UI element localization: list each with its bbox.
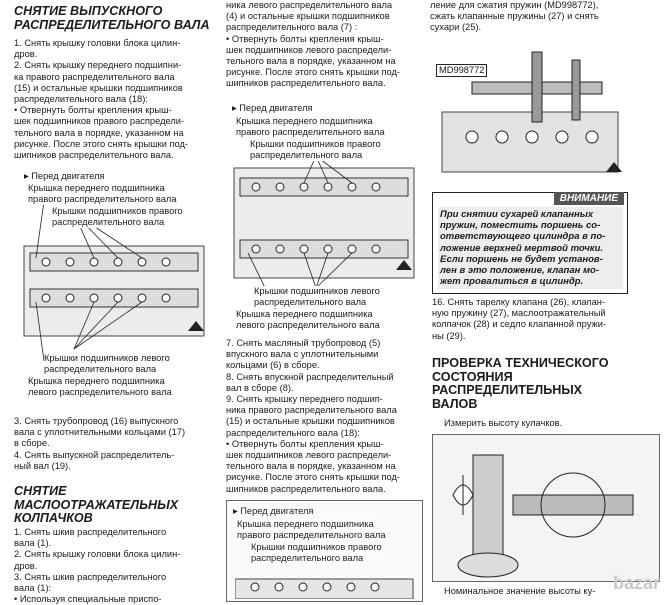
paragraph: вал в сборе (8). xyxy=(226,382,294,393)
paragraph: • Отвернуть болты крепления крыш- xyxy=(226,33,384,44)
figure-label: распределительного вала xyxy=(251,553,364,563)
paragraph: ника правого распределительного вала xyxy=(226,405,397,416)
figure-label: Крышки подшипников левого xyxy=(44,353,170,363)
paragraph: ление для сжатия пружин (MD998772), xyxy=(430,0,599,10)
section-title: МАСЛООТРАЖАТЕЛЬНЫХ xyxy=(14,497,179,512)
section-title: СОСТОЯНИЯ xyxy=(432,369,513,384)
paragraph: 9. Снять крышку переднего подшип- xyxy=(226,394,383,405)
camshaft-figure xyxy=(226,98,421,333)
paragraph: Номинальное значение высоты ку- xyxy=(444,586,596,596)
paragraph: 1. Снять шкив распределительного xyxy=(14,527,167,537)
figure-label: ▸ Перед двигателя xyxy=(232,103,313,113)
paragraph: распределительного вала (18): xyxy=(14,94,148,105)
section-title: СНЯТИЕ xyxy=(14,484,67,498)
valve-spring-tool-diagram xyxy=(432,42,626,182)
paragraph: сухари (25). xyxy=(430,22,482,33)
paragraph: • Используя специальные приспо- xyxy=(14,594,162,605)
figure-label: Крышки подшипников правого xyxy=(250,139,381,149)
paragraph: шипников распределительного вала. xyxy=(226,78,386,89)
section-title: СНЯТИЕ ВЫПУСКНОГО xyxy=(14,4,163,18)
paragraph: 4. Снять выпускной распределитель- xyxy=(14,449,175,460)
paragraph: тельного вала в порядке, указанном на xyxy=(226,56,396,67)
figure-label: Крышки подшипников левого xyxy=(254,286,380,296)
paragraph: 1. Снять крышку головки блока цилин- xyxy=(14,38,181,48)
figure-label: правого распределительного вала xyxy=(28,194,177,204)
paragraph: шипников распределительного вала. xyxy=(226,483,386,494)
paragraph: ны (29). xyxy=(432,330,466,341)
paragraph: • Отвернуть болты крепления крыш- xyxy=(226,438,384,449)
tool-label: MD998772 xyxy=(436,64,487,77)
figure-label: ▸ Перед двигателя xyxy=(233,506,314,516)
paragraph: шипников распределительного вала. xyxy=(14,150,174,161)
figure-label: распределительного вала xyxy=(52,217,165,227)
figure-label: Крышка переднего подшипника xyxy=(28,376,165,386)
figure-label: Крышка переднего подшипника xyxy=(28,183,165,193)
micrometer-diagram xyxy=(433,435,659,581)
paragraph: дров. xyxy=(14,560,38,571)
section-title: ПРОВЕРКА ТЕХНИЧЕСКОГО xyxy=(432,356,609,370)
paragraph: 2. Снять крышку головки блока цилин- xyxy=(14,549,181,560)
paragraph: ка правого распределительного вала xyxy=(14,71,175,82)
paragraph: вала (1). xyxy=(14,538,52,549)
paragraph: Измерить высоту кулачков. xyxy=(444,418,563,428)
paragraph: (15) и остальные крышки подшипников xyxy=(14,82,183,93)
figure-label: левого распределительного вала xyxy=(236,320,380,330)
figure-label: правого распределительного вала xyxy=(237,530,386,540)
paragraph: (15) и остальные крышки подшипников xyxy=(226,416,395,427)
paragraph: в сборе. xyxy=(14,438,50,449)
cylinder-head-top xyxy=(235,573,415,599)
paragraph: рисунке. После этого снять крышки под- xyxy=(226,67,401,78)
figure-label: Крышки подшипников правого xyxy=(251,542,382,552)
paragraph: ника левого распределительного вала xyxy=(226,0,393,10)
figure-label: Крышки подшипников правого xyxy=(52,206,183,216)
paragraph: 3. Снять шкив распределительного xyxy=(14,571,167,582)
paragraph: (4) и остальные крышки подшипников xyxy=(226,11,390,22)
paragraph: ный вал (19). xyxy=(14,460,71,471)
section-title: РАСПРЕДЕЛИТЕЛЬНЫХ xyxy=(432,383,583,397)
paragraph: впускного вала с уплотнительными xyxy=(226,349,379,360)
paragraph: колпачок (28) и седло клапанной пружи- xyxy=(432,319,606,330)
warning-title: ВНИМАНИЕ xyxy=(554,192,624,205)
figure-label: распределительного вала xyxy=(250,150,363,160)
figure-label: левого распределительного вала xyxy=(28,387,172,397)
paragraph: ную пружину (27), маслоотражательный xyxy=(432,308,606,319)
figure-label: Крышка переднего подшипника xyxy=(237,519,374,529)
figure-label: Крышка переднего подшипника xyxy=(236,309,373,319)
paragraph: кольцами (6) в сборе. xyxy=(226,360,320,371)
cam-height-measure-figure xyxy=(432,434,660,582)
figure-label: правого распределительного вала xyxy=(236,127,385,137)
paragraph: 16. Снять тарелку клапана (26), клапан- xyxy=(432,297,606,307)
paragraph: • Отвернуть болты крепления крыш- xyxy=(14,105,172,116)
paragraph: шек подшипников левого распредели- xyxy=(226,44,392,55)
paragraph: рисунке. После этого снять крышки под- xyxy=(14,138,189,149)
paragraph: вала с уплотнительными кольцами (17) xyxy=(14,427,186,438)
paragraph: вала (1): xyxy=(14,583,52,594)
paragraph: 7. Снять масляный трубопровод (5) xyxy=(226,338,381,348)
paragraph: шек подшипников левого распредели- xyxy=(226,450,392,461)
paragraph: распределительного вала (18): xyxy=(226,427,360,438)
watermark-logo: bazar xyxy=(612,573,660,593)
warning-text: При снятии сухарей клапанных пружин, поместить поршень со- ответствующего цилиндра в по- ложение верхней мертвой точки. Если поршень не будет установ- лен в это положение, клапан мо- жет провалиться в цилиндр. xyxy=(438,207,623,289)
paragraph: 2. Снять крышку переднего подшипни- xyxy=(14,60,182,71)
paragraph: сжать клапанные пружины (27) и снять xyxy=(430,11,599,22)
section-title: ВАЛОВ xyxy=(432,396,478,411)
camshaft-figure xyxy=(14,171,214,401)
section-title: КОЛПАЧКОВ xyxy=(14,511,93,525)
camshaft-figure-2 xyxy=(226,500,423,602)
paragraph: тельного вала в порядке, указанном на xyxy=(226,461,396,472)
paragraph: 3. Снять трубопровод (16) выпускного xyxy=(14,416,179,426)
paragraph: шек подшипников правого распредели- xyxy=(14,116,185,127)
paragraph: тельного вала в порядке, указанном на xyxy=(14,127,184,138)
section-title: РАСПРЕДЕЛИТЕЛЬНОГО ВАЛА xyxy=(14,17,210,32)
figure-label: распределительного вала xyxy=(254,297,367,307)
figure-label: Крышка переднего подшипника xyxy=(236,116,373,126)
figure-label: ▸ Перед двигателя xyxy=(24,171,105,181)
paragraph: дров. xyxy=(14,49,38,60)
figure-label: распределительного вала xyxy=(44,364,157,374)
spring-compressor-figure xyxy=(432,42,626,182)
paragraph: рисунке. После этого снять крышки под- xyxy=(226,472,401,483)
warning-box xyxy=(432,192,628,294)
paragraph: распределительного вала (7) : xyxy=(226,22,358,33)
paragraph: 8. Снять впускной распределительный xyxy=(226,371,394,382)
